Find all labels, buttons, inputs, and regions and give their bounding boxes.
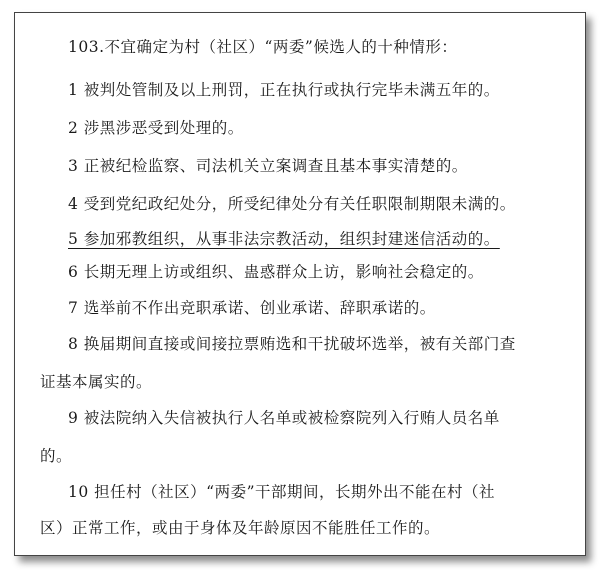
list-item: 4 受到党纪政纪处分，所受纪律处分有关任职限制期限未满的。 [68,195,516,213]
list-item-line1: 9 被法院纳入失信被执行人名单或被检察院列入行贿人员名单 [68,409,500,427]
list-item: 7 选举前不作出竞职承诺、创业承诺、辞职承诺的。 [68,299,436,317]
list-item: 2 涉黑涉恶受到处理的。 [68,119,244,137]
list-item-line2: 区）正常工作，或由于身体及年龄原因不能胜任工作的。 [40,519,441,537]
list-item: 6 长期无理上访或组织、蛊惑群众上访，影响社会稳定的。 [68,263,484,281]
list-item-underlined: 5 参加邪教组织，从事非法宗教活动，组织封建迷信活动的。 [68,230,500,248]
list-item: 3 正被纪检监察、司法机关立案调查且基本事实清楚的。 [68,157,468,175]
document-heading: 103.不宜确定为村（社区）“两委”候选人的十种情形： [68,38,458,56]
list-item-line2: 证基本属实的。 [40,373,153,391]
list-item-line1: 10 担任村（社区）“两委”干部期间，长期外出不能在村（社 [68,483,496,501]
list-item-line1: 8 换届期间直接或间接拉票贿选和干扰破坏选举，被有关部门查 [68,335,516,353]
list-item: 1 被判处管制及以上刑罚，正在执行或执行完毕未满五年的。 [68,81,500,99]
list-item-line2: 的。 [40,447,73,465]
